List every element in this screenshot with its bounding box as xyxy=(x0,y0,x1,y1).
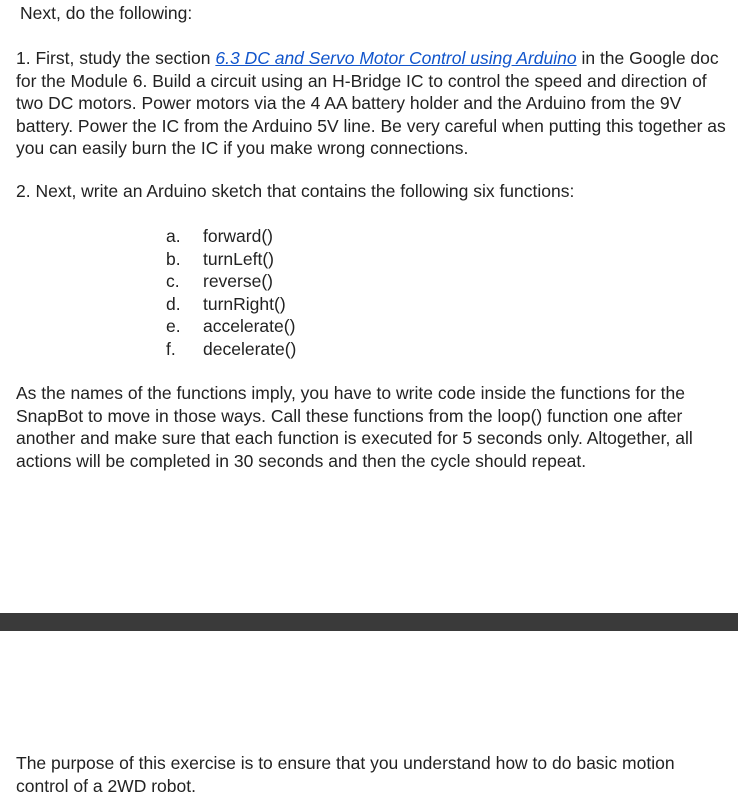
list-item xyxy=(166,338,296,361)
function-list xyxy=(166,225,296,360)
function-name: reverse() xyxy=(203,271,274,291)
list-item xyxy=(166,293,296,316)
list-marker: c. xyxy=(166,271,180,291)
function-name: forward() xyxy=(203,226,274,246)
step-2-paragraph: 2. Next, write an Arduino sketch that contains the following six functions: xyxy=(16,181,575,201)
step-1-paragraph xyxy=(16,47,734,160)
list-marker: d. xyxy=(166,293,181,314)
page-separator xyxy=(0,613,738,631)
list-marker: b. xyxy=(166,248,181,269)
intro-line: Next, do the following: xyxy=(20,3,193,23)
purpose-paragraph: The purpose of this exercise is to ensure that you understand how to do basic motion control of a 2WD robot. xyxy=(16,753,675,796)
list-marker: a. xyxy=(166,226,181,246)
function-name: turnRight() xyxy=(203,293,286,314)
function-name: accelerate() xyxy=(203,316,296,336)
function-name: turnLeft() xyxy=(203,248,274,269)
step-1-prefix: 1. First, study the section xyxy=(16,48,216,68)
list-marker: e. xyxy=(166,316,181,336)
list-marker: f. xyxy=(166,338,176,359)
list-item xyxy=(166,248,296,271)
list-item xyxy=(166,315,296,338)
section-6-3-link[interactable]: 6.3 DC and Servo Motor Control using Arduino xyxy=(215,48,577,68)
list-item xyxy=(166,270,296,293)
function-name: decelerate() xyxy=(203,338,297,359)
explanation-paragraph: As the names of the functions imply, you have to write code inside the functions for the SnapBot to move in those ways. Call these functions from the loop() function one after another and make sure that each function is executed for 5 seconds only. Altogether, all actions will be completed in 30 seconds and then the cycle should repeat. xyxy=(16,383,693,471)
step-1-suffix: in the Google doc for the Module 6. Build a circuit using an H-Bridge IC to control the speed and direction of two DC motors. Power motors via the 4 AA battery holder and the Arduino from the 9V battery. Power the IC from the Arduino 5V line. Be very careful when putting this together as you can easily burn the IC if you make wrong connections. xyxy=(16,48,726,158)
list-item xyxy=(166,225,296,248)
